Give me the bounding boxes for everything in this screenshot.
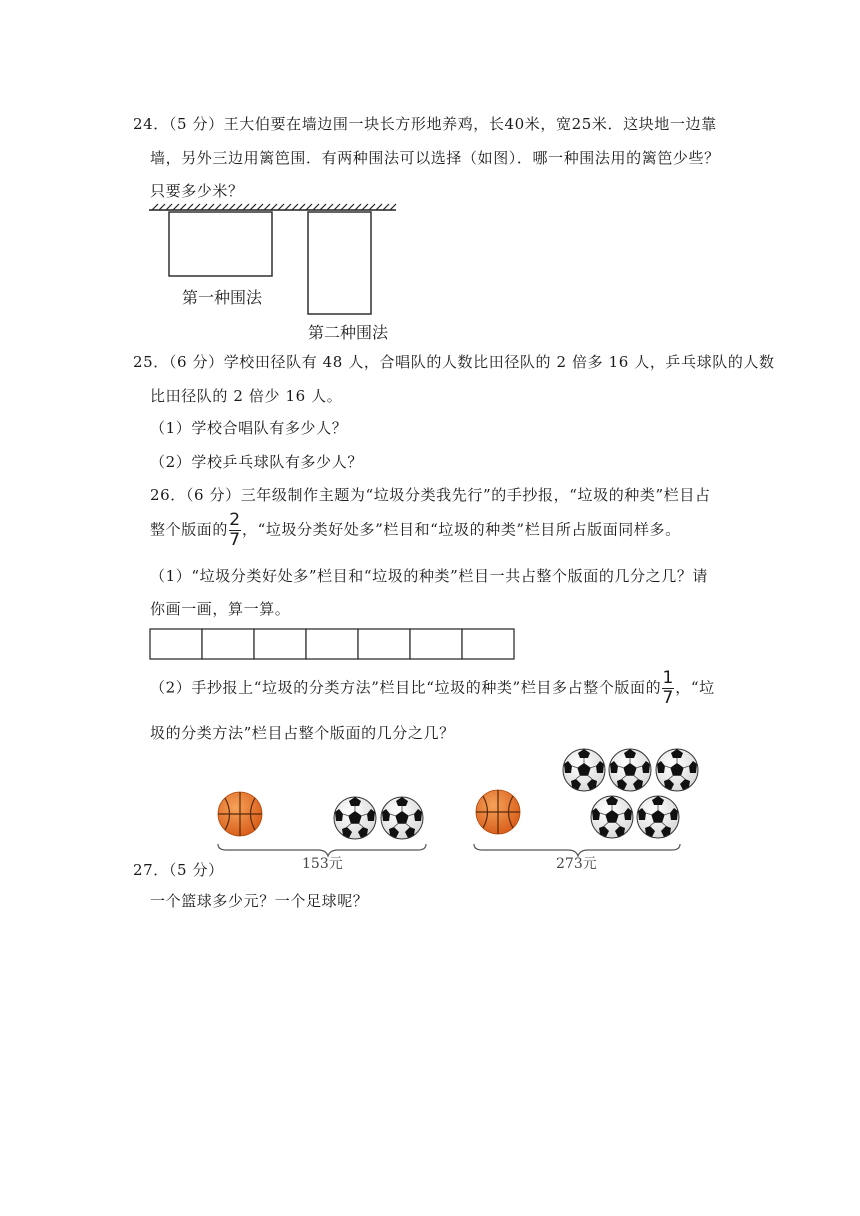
strip-cell[interactable]	[202, 629, 254, 659]
price-label-1: 153元	[302, 856, 343, 872]
q26-sub-2-line-1	[150, 670, 715, 707]
q26-line-2-post: ，“垃圾分类好处多”栏目和“垃圾的种类”栏目所占版面同样多。	[242, 520, 681, 539]
wall-hatch-mark	[327, 204, 333, 210]
wall-hatch-mark	[348, 204, 354, 210]
brace-1	[218, 844, 426, 856]
fraction-strip	[145, 626, 525, 662]
q27-heading: 27．（5 分）	[133, 861, 224, 879]
q24-line-3: 只要多少米？	[150, 182, 244, 200]
wall-hatch-mark	[201, 204, 207, 210]
strip-cell[interactable]	[254, 629, 306, 659]
fence-diagram	[0, 200, 860, 340]
strip-cell[interactable]	[462, 629, 514, 659]
fraction-denominator: 7	[662, 688, 674, 708]
wall-hatch-mark	[152, 204, 158, 210]
q26-line-2-pre: 整个版面的	[150, 520, 229, 539]
fraction-denominator: 7	[229, 530, 241, 550]
wall-hatch-mark	[369, 204, 375, 210]
wall-hatch-mark	[250, 204, 256, 210]
wall-hatch-mark	[299, 204, 305, 210]
wall-hatch-mark	[292, 204, 298, 210]
q24-line-1: 24．（5 分）王大伯要在墙边围一块长方形地养鸡，长40米，宽25米．这块地一边靠	[133, 115, 717, 133]
q25-sub-1: （1）学校合唱队有多少人？	[150, 419, 348, 437]
q26-sub-2-pre: （2）手抄报上“垃圾的分类方法”栏目比“垃圾的种类”栏目多占整个版面的	[150, 678, 662, 697]
wall-hatch-mark	[243, 204, 249, 210]
wall-hatch-mark	[222, 204, 228, 210]
fraction-2-7	[229, 512, 241, 549]
wall-hatch-mark	[166, 204, 172, 210]
wall-hatch-mark	[236, 204, 242, 210]
soccer-ball-4	[609, 749, 651, 791]
strip-cell[interactable]	[358, 629, 410, 659]
wall-hatch-mark	[215, 204, 221, 210]
soccer-ball-6	[591, 796, 633, 838]
wall-hatch-mark	[355, 204, 361, 210]
wall-hatch-mark	[257, 204, 263, 210]
wall-hatch-mark	[173, 204, 179, 210]
price-label-2: 273元	[556, 856, 597, 872]
wall-hatch-mark	[306, 204, 312, 210]
soccer-ball-7	[637, 796, 679, 838]
wall-hatch-mark	[383, 204, 389, 210]
q25-sub-2: （2）学校乒乓球队有多少人？	[150, 453, 363, 471]
basketball-2	[476, 790, 520, 834]
fraction-1-7	[662, 670, 674, 707]
q26-line-1: 26．（6 分）三年级制作主题为“垃圾分类我先行”的手抄报，“垃圾的种类”栏目占	[150, 486, 711, 504]
wall-hatch-mark	[180, 204, 186, 210]
enclosure-1	[169, 212, 272, 276]
wall-hatch-mark	[194, 204, 200, 210]
wall-hatch-mark	[376, 204, 382, 210]
balls-figure	[0, 740, 860, 880]
q24-line-2: 墙，另外三边用篱笆围．有两种围法可以选择（如图）．哪一种围法用的篱笆少些？	[150, 149, 720, 167]
fig-label-1: 第一种围法	[182, 288, 263, 307]
wall-hatch-mark	[313, 204, 319, 210]
brace-2	[474, 844, 680, 856]
wall-hatch-mark	[229, 204, 235, 210]
soccer-ball-3	[563, 749, 605, 791]
q25-line-2: 比田径队的 2 倍少 16 人。	[150, 387, 343, 405]
strip-cell[interactable]	[306, 629, 358, 659]
q26-sub-2-line-2: 圾的分类方法”栏目占整个版面的几分之几？	[150, 724, 455, 742]
q26-line-2	[150, 512, 681, 549]
fraction-numerator: 1	[662, 668, 674, 688]
wall-hatch-mark	[264, 204, 270, 210]
soccer-ball-1	[334, 797, 376, 839]
q26-sub-1-line-1: （1）“垃圾分类好处多”栏目和“垃圾的种类”栏目一共占整个版面的几分之几？请	[150, 567, 709, 585]
q27-question: 一个篮球多少元？一个足球呢？	[150, 892, 369, 910]
q25-line-1: 25．（6 分）学校田径队有 48 人，合唱队的人数比田径队的 2 倍多 16 人，乒乓球队的人数	[133, 353, 775, 371]
strip-cell[interactable]	[410, 629, 462, 659]
soccer-ball-2	[381, 797, 423, 839]
wall-hatch-mark	[341, 204, 347, 210]
enclosure-2	[308, 212, 371, 314]
wall-hatch-mark	[334, 204, 340, 210]
wall	[149, 204, 396, 210]
soccer-ball-5	[656, 749, 698, 791]
wall-hatch-mark	[285, 204, 291, 210]
wall-hatch-mark	[208, 204, 214, 210]
wall-hatch-mark	[187, 204, 193, 210]
wall-hatch-mark	[271, 204, 277, 210]
fig-label-2: 第二种围法	[308, 323, 389, 342]
q26-sub-1-line-2: 你画一画，算一算。	[150, 600, 291, 618]
q26-sub-2-post: ，“垃	[675, 678, 715, 697]
wall-hatch-mark	[362, 204, 368, 210]
basketball-1	[218, 792, 262, 836]
strip-cell[interactable]	[150, 629, 202, 659]
wall-hatch-mark	[320, 204, 326, 210]
wall-hatch-mark	[159, 204, 165, 210]
wall-hatch-mark	[278, 204, 284, 210]
wall-hatch-mark	[390, 204, 396, 210]
fraction-numerator: 2	[229, 510, 241, 530]
